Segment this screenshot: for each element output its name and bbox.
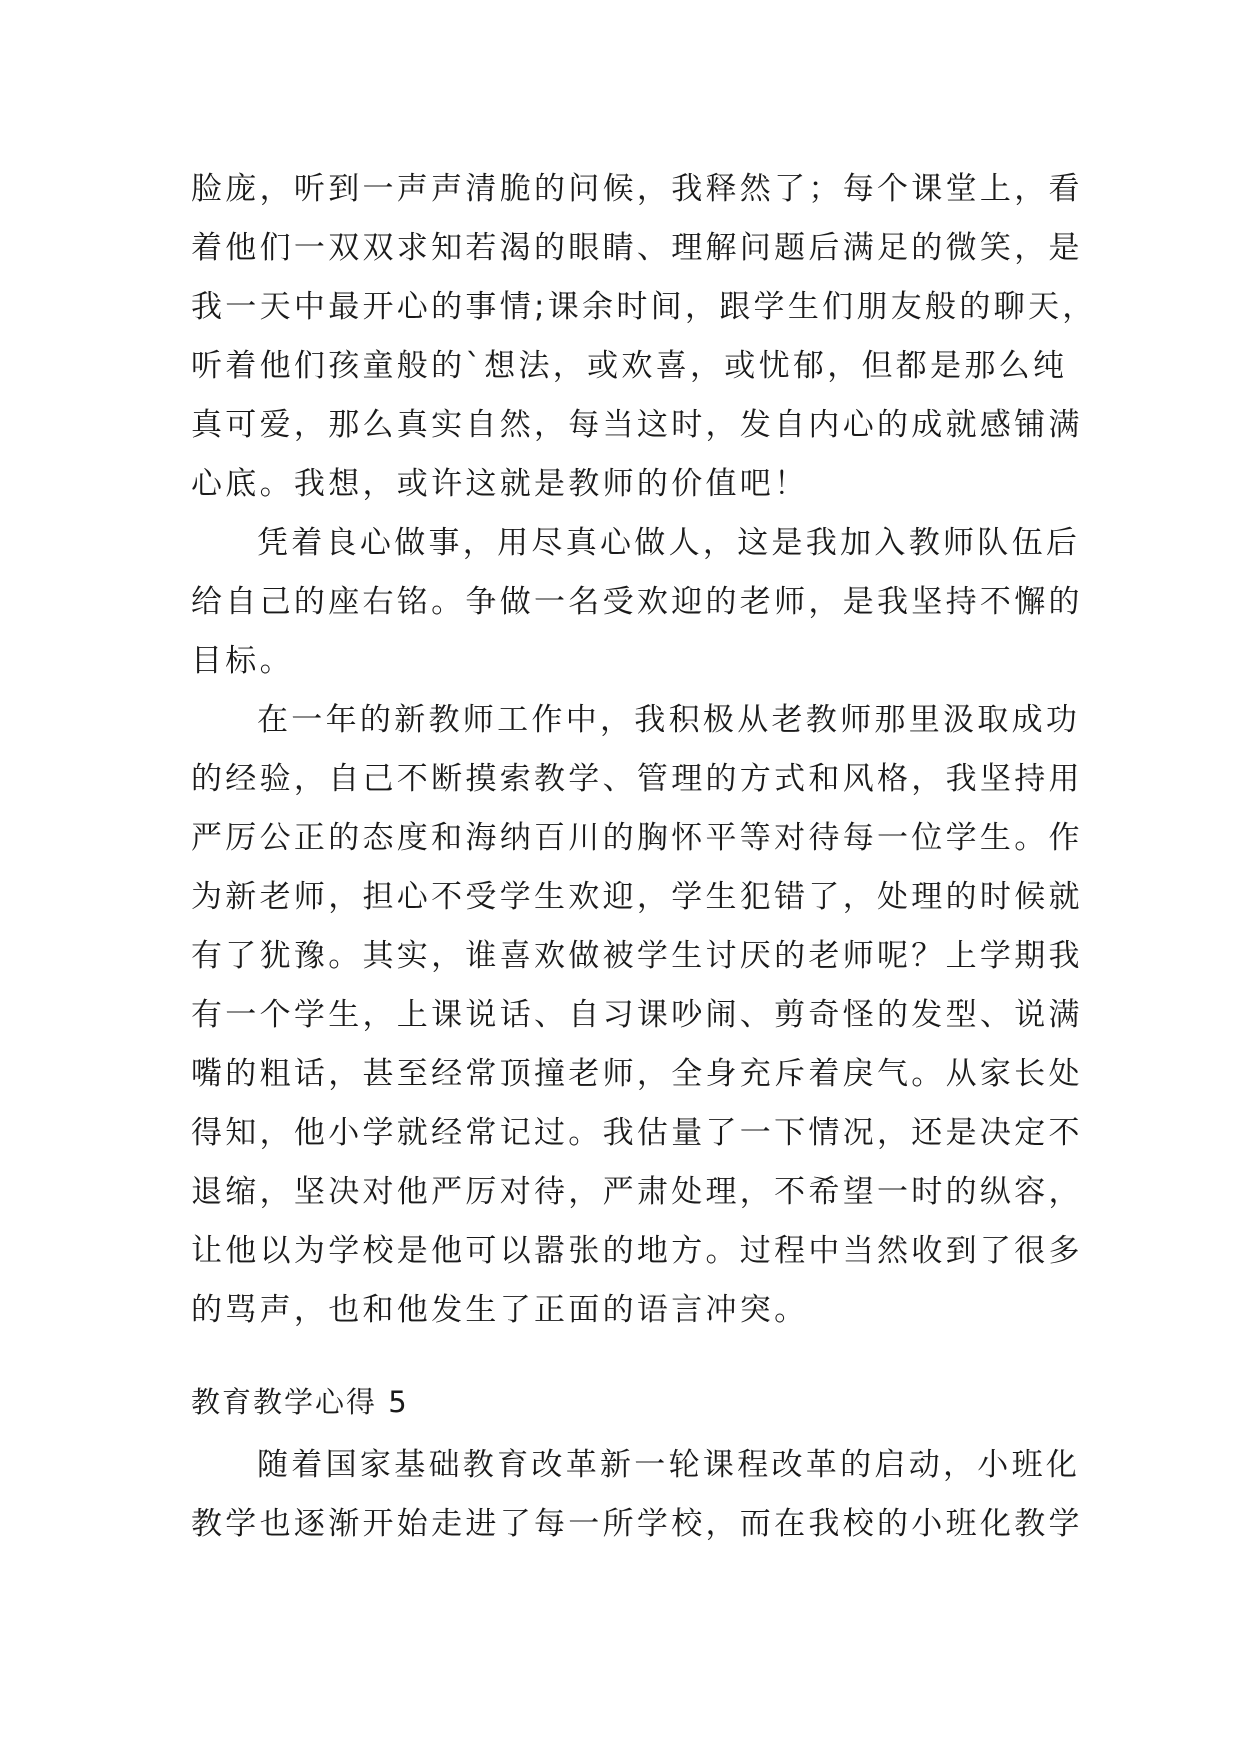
text-line: 心底。我想，或许这就是教师的价值吧！ — [191, 466, 809, 502]
text-line: 教学也逐渐开始走进了每一所学校，而在我校的小班化教学 — [191, 1506, 1083, 1542]
text-line: 听着他们孩童般的`想法，或欢喜，或忧郁，但都是那么纯 — [191, 348, 1068, 384]
text-line: 得知，他小学就经常记过。我估量了一下情况，还是决定不 — [191, 1115, 1083, 1151]
text-line: 嘴的粗话，甚至经常顶撞老师，全身充斥着戾气。从家长处 — [191, 1056, 1083, 1092]
text-line: 目标。 — [191, 643, 294, 679]
paragraph-start-line: 随着国家基础教育改革新一轮课程改革的启动，小班化 — [257, 1447, 1081, 1483]
section-heading: 教育教学心得 5 — [191, 1385, 409, 1419]
text-line: 严厉公正的态度和海纳百川的胸怀平等对待每一位学生。作 — [191, 820, 1083, 856]
text-line: 有了犹豫。其实，谁喜欢做被学生讨厌的老师呢？上学期我 — [191, 938, 1083, 974]
text-line: 真可爱，那么真实自然，每当这时，发自内心的成就感铺满 — [191, 407, 1083, 443]
text-line: 的骂声，也和他发生了正面的语言冲突。 — [191, 1292, 809, 1328]
text-line: 着他们一双双求知若渴的眼睛、理解问题后满足的微笑，是 — [191, 230, 1083, 266]
text-line: 退缩，坚决对他严厉对待，严肃处理，不希望一时的纵容， — [191, 1174, 1083, 1210]
paragraph-start-line: 在一年的新教师工作中，我积极从老教师那里汲取成功 — [257, 702, 1081, 738]
body-text-section-2 — [191, 1436, 1083, 1554]
text-line: 脸庞，听到一声声清脆的问候，我释然了；每个课堂上，看 — [191, 171, 1083, 207]
text-line: 有一个学生，上课说话、自习课吵闹、剪奇怪的发型、说满 — [191, 997, 1083, 1033]
paragraph-start-line: 凭着良心做事，用尽真心做人，这是我加入教师队伍后 — [257, 525, 1081, 561]
text-line: 的经验，自己不断摸索教学、管理的方式和风格，我坚持用 — [191, 761, 1083, 797]
text-line: 让他以为学校是他可以嚣张的地方。过程中当然收到了很多 — [191, 1233, 1083, 1269]
text-line: 我一天中最开心的事情;课余时间，跟学生们朋友般的聊天， — [191, 289, 1097, 325]
text-line: 为新老师，担心不受学生欢迎，学生犯错了，处理的时候就 — [191, 879, 1083, 915]
text-line: 给自己的座右铭。争做一名受欢迎的老师，是我坚持不懈的 — [191, 584, 1083, 620]
body-text-section-1 — [191, 160, 1097, 1340]
